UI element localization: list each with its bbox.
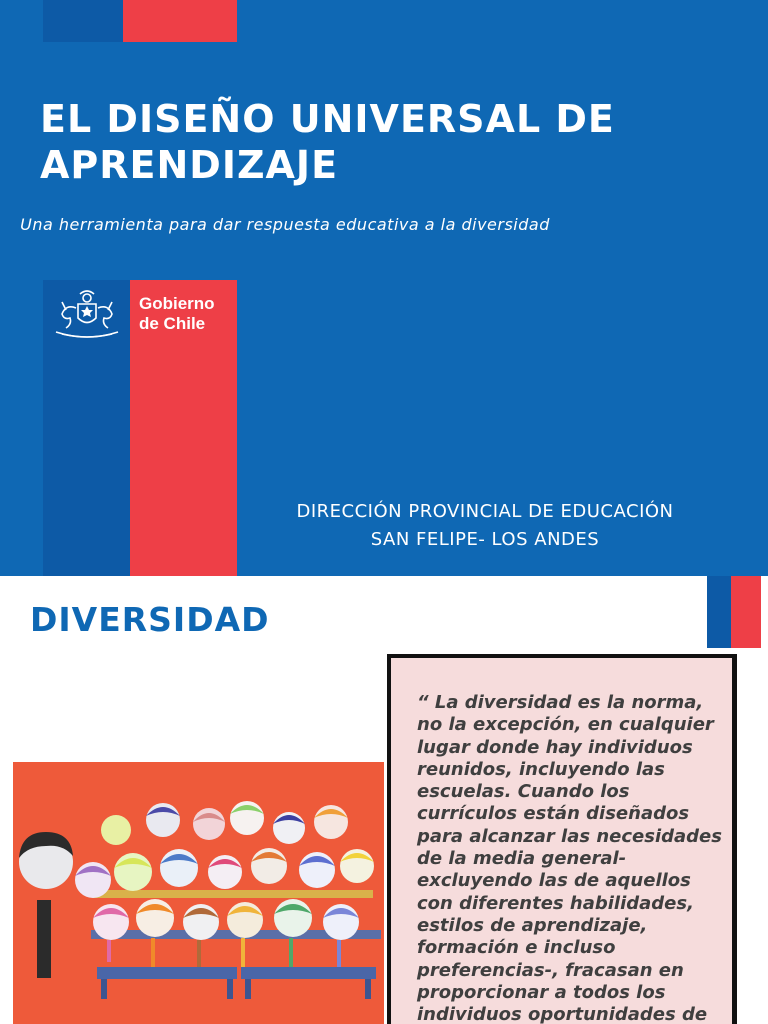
direccion-provincial — [245, 498, 725, 554]
diversidad-title: DIVERSIDAD — [30, 600, 270, 639]
dolls-photo — [13, 762, 384, 1024]
diversidad-quote: “ La diversidad es la norma, no la excepción, en cualquier lugar donde hay individuos reunidos, incluyendo las escuelas. Cuando los currículos están diseñados para alcanzar las necesidades de la media general- excluyendo las de aquellos con diferentes habilidades, estilos de aprendizaje, formación e incluso preferencias-, fracasan en proporcionar a todos los individuos oportunidades de — [417, 692, 722, 1024]
flag-stripe-blue-top — [43, 0, 123, 42]
slide-title-line-2: APRENDIZAJE — [40, 143, 339, 187]
slide-diversidad — [0, 576, 768, 1024]
slide-subtitle: Una herramienta para dar respuesta educativa a la diversidad — [20, 215, 550, 234]
coat-of-arms-icon — [52, 288, 122, 340]
quote-box — [387, 654, 737, 1024]
slide-title — [40, 96, 740, 188]
flag-stripe-red — [731, 576, 761, 648]
direccion-line-1: DIRECCIÓN PROVINCIAL DE EDUCACIÓN — [296, 501, 674, 522]
slide-title-line-1: EL DISEÑO UNIVERSAL DE — [40, 97, 615, 141]
dolls-illustration — [13, 762, 384, 1024]
flag-stripe-red-top — [123, 0, 237, 42]
gobierno-logo-line-2: de Chile — [139, 314, 206, 333]
gobierno-logo-text — [139, 294, 215, 334]
gobierno-logo-line-1: Gobierno — [139, 294, 215, 313]
flag-stripe-blue — [707, 576, 731, 648]
direccion-line-2: SAN FELIPE- LOS ANDES — [370, 529, 600, 550]
